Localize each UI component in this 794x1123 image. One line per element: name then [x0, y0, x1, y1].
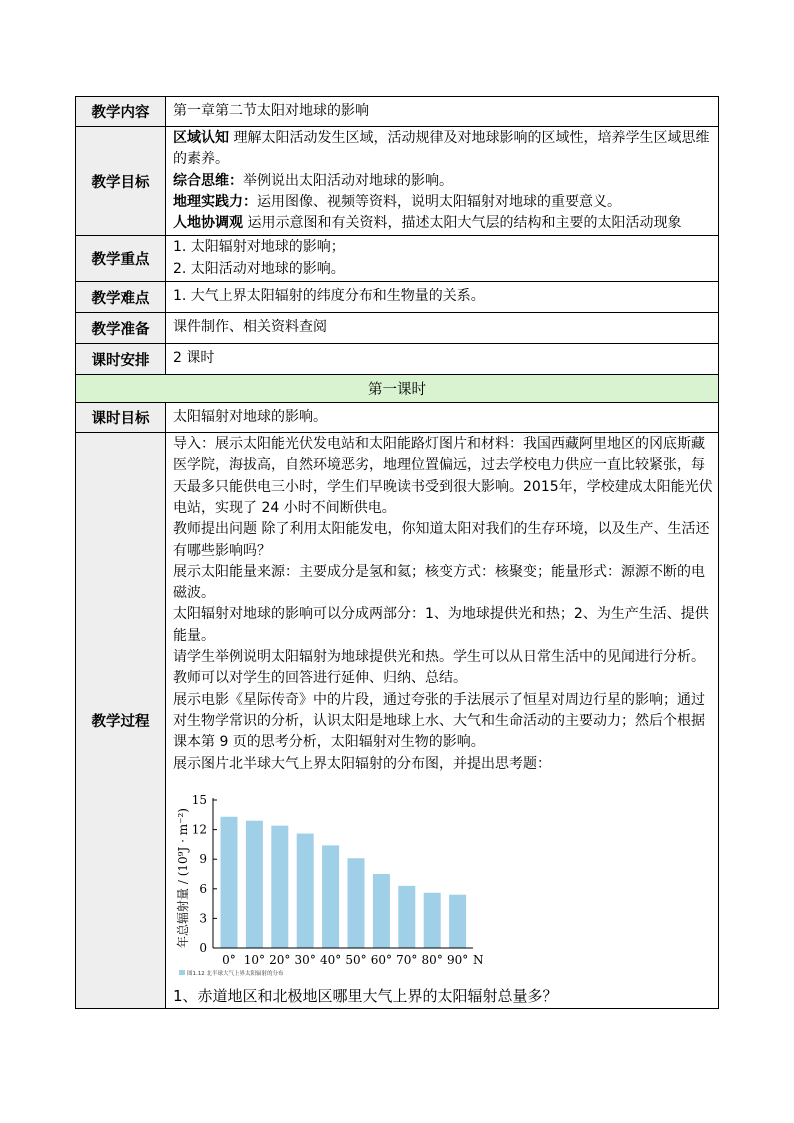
- objective-text: 运用图像、视频等资料，说明太阳辐射对地球的重要意义。: [257, 193, 621, 210]
- bar: [221, 817, 238, 948]
- objective-text: 举例说出太阳活动对地球的影响。: [243, 172, 453, 189]
- label-schedule: 课时安排: [76, 344, 166, 375]
- objective-head: 地理实践力：: [173, 193, 257, 210]
- value-process: [166, 433, 719, 1009]
- process-paragraph: 教师提出问题 除了利用太阳能发电，你知道太阳对我们的生存环境，以及生产、生活还有哪些影响吗？: [173, 521, 710, 559]
- x-tick-label: 50°: [345, 952, 367, 967]
- row-period-goal: [76, 403, 719, 433]
- bar: [246, 821, 263, 948]
- process-paragraph: 请学生举例说明太阳辐射为地球提供光和热。学生可以从日常生活中的见闻进行分析。教师可以对学生的回答进行延伸、归纳、总结。: [173, 649, 705, 687]
- bar: [424, 893, 441, 948]
- process-paragraph: 展示电影《星际传奇》中的片段，通过夸张的手法展示了恒星对周边行星的影响；通过对生物学常识的分析，认识太阳是地球上水、大气和生命活动的主要动力；然后个根据课本第 9 页的思考分析，太阳辐射对生物的影响。: [173, 691, 705, 751]
- value-difficulty: 1. 大气上界太阳辐射的纬度分布和生物量的关系。: [166, 282, 719, 313]
- value-preparation: 课件制作、相关资料查阅: [166, 313, 719, 344]
- bar: [449, 895, 466, 948]
- row-objectives: [76, 127, 719, 236]
- y-tick-label: 15: [191, 792, 207, 807]
- row-schedule: [76, 344, 719, 375]
- objective-item: [173, 213, 713, 234]
- value-key-points: [166, 236, 719, 282]
- value-content: 第一章第二节太阳对地球的影响: [166, 97, 719, 127]
- x-tick-label: 70°: [396, 952, 418, 967]
- value-period-goal: 太阳辐射对地球的影响。: [166, 403, 719, 433]
- value-schedule: 2 课时: [166, 344, 719, 375]
- y-axis-label: 年总辐射量 / (10⁹J · m⁻²): [176, 807, 190, 948]
- objective-item: [173, 171, 713, 192]
- row-preparation: [76, 313, 719, 344]
- y-tick-label: 3: [199, 911, 207, 926]
- bar: [322, 845, 339, 948]
- x-tick-label: 10°: [243, 952, 266, 967]
- objective-item: [173, 192, 713, 213]
- key-point-item: 1. 太阳辐射对地球的影响；: [173, 239, 345, 256]
- process-paragraph: 导入：展示太阳能光伏发电站和太阳能路灯图片和材料：我国西藏阿里地区的冈底斯藏医学院，海拔高，自然环境恶劣，地理位置偏远，过去学校电力供应一直比较紧张，每天最多只能供电三小时，学生们早晚读书受到很大影响。2015年，学校建成太阳能光伏电站，实现了 24 小时不间断供电。: [173, 436, 713, 516]
- x-tick-label: 20°: [269, 952, 291, 967]
- process-paragraph: 展示图片北半球大气上界太阳辐射的分布图，并提出思考题：: [173, 755, 551, 772]
- label-key-points: 教学重点: [76, 236, 166, 282]
- section-title: 第一课时: [76, 375, 719, 403]
- label-content: 教学内容: [76, 97, 166, 127]
- caption-swatch: [179, 970, 185, 975]
- row-process: [76, 433, 719, 1009]
- objective-head: 综合思维：: [173, 172, 243, 189]
- process-question: 1、赤道地区和北极地区哪里大气上界的太阳辐射总量多？: [173, 986, 558, 1005]
- bar: [271, 825, 288, 947]
- x-tick-label: 80°: [421, 952, 443, 967]
- x-tick-label: 40°: [319, 952, 342, 967]
- lesson-plan-table: [75, 96, 719, 1009]
- x-tick-label: 60°: [370, 952, 393, 967]
- radiation-chart-svg: [173, 778, 513, 984]
- label-difficulty: 教学难点: [76, 282, 166, 313]
- objective-text: 运用示意图和有关资料，描述太阳大气层的结构和主要的太阳活动现象: [243, 215, 682, 232]
- objective-item: [173, 128, 713, 171]
- label-objectives: 教学目标: [76, 127, 166, 236]
- x-axis-end-label: N: [473, 952, 484, 967]
- row-difficulty: [76, 282, 719, 313]
- key-point-item: 2. 太阳活动对地球的影响。: [173, 260, 345, 277]
- y-tick-label: 0: [199, 940, 207, 955]
- x-tick-label: 0°: [222, 952, 236, 967]
- label-period-goal: 课时目标: [76, 403, 166, 433]
- bar: [297, 833, 314, 947]
- process-paragraph: 展示太阳能量来源：主要成分是氢和氦；核变方式：核聚变；能量形式：源源不断的电磁波。: [173, 563, 705, 602]
- chart-caption: 图1.12 北半球大气上界太阳辐射的分布: [187, 970, 284, 977]
- bar: [348, 858, 365, 948]
- x-tick-label: 30°: [294, 952, 316, 967]
- x-tick-label: 90°: [446, 952, 469, 967]
- objective-head: 区域认知: [173, 130, 229, 146]
- bar: [373, 874, 390, 948]
- label-process: 教学过程: [76, 433, 166, 1009]
- bar: [398, 886, 415, 948]
- objective-head: 人地协调观: [173, 215, 243, 232]
- row-section: [76, 375, 719, 403]
- row-key-points: [76, 236, 719, 282]
- row-content: [76, 97, 719, 127]
- value-objectives: [166, 127, 719, 236]
- process-paragraph: 太阳辐射对地球的影响可以分成两部分：1、为地球提供光和热；2、为生产生活、提供能量。: [173, 606, 709, 644]
- label-preparation: 教学准备: [76, 313, 166, 344]
- y-tick-label: 6: [199, 881, 207, 896]
- objective-text: 理解太阳活动发生区域，活动规律及对地球影响的区域性，培养学生区域思维的素养。: [173, 130, 710, 168]
- y-tick-label: 9: [199, 852, 207, 867]
- y-tick-label: 12: [191, 822, 207, 837]
- radiation-chart: [173, 778, 513, 984]
